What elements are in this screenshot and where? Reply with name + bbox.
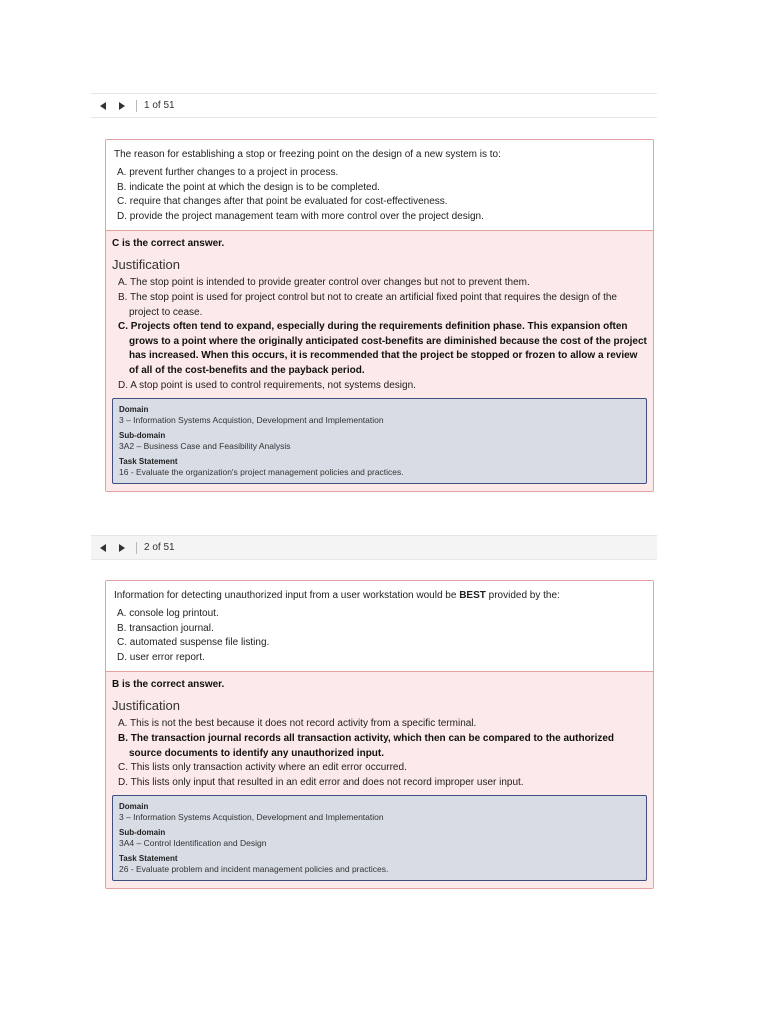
question-nav-1 xyxy=(91,93,657,118)
domain-value: 3 – Information Systems Acquistion, Development and Implementation xyxy=(119,812,384,823)
previous-question-button[interactable] xyxy=(94,536,112,559)
subdomain-label: Sub-domain xyxy=(119,431,166,441)
question-card-2 xyxy=(105,580,654,889)
correct-answer: B is the correct answer. xyxy=(112,679,225,691)
previous-question-button[interactable] xyxy=(94,94,112,117)
answer-panel xyxy=(106,671,653,888)
subdomain-value: 3A4 – Control Identification and Design xyxy=(119,838,267,849)
classification-box xyxy=(112,795,647,881)
task-statement-value: 26 - Evaluate problem and incident management policies and practices. xyxy=(119,864,389,875)
question-nav-2 xyxy=(91,535,657,560)
stem-text-end: provided by the: xyxy=(485,590,560,601)
correct-answer: C is the correct answer. xyxy=(112,238,225,250)
justification-b: B. The stop point is used for project control but not to create an artificial fixed point that requires the design of the project to cease. xyxy=(118,291,617,318)
nav-divider xyxy=(136,100,137,112)
question-body xyxy=(106,140,653,230)
question-body xyxy=(106,581,653,671)
subdomain-value: 3A2 – Business Case and Feasibility Analysis xyxy=(119,441,291,452)
justification-heading: Justification xyxy=(112,698,180,714)
justification-a: A. This is not the best because it does not record activity from a specific terminal. xyxy=(118,718,477,730)
question-stem xyxy=(114,589,645,602)
triangle-right-icon xyxy=(118,102,125,110)
classification-box xyxy=(112,398,647,484)
option-d: D. provide the project management team with more control over the project design. xyxy=(117,210,484,222)
question-counter: 2 of 51 xyxy=(144,542,175,553)
next-question-button[interactable] xyxy=(112,536,130,559)
option-c: C. automated suspense file listing. xyxy=(117,637,270,649)
domain-label: Domain xyxy=(119,405,149,415)
option-c: C. require that changes after that point be evaluated for cost-effectiveness. xyxy=(117,196,448,208)
task-statement-label: Task Statement xyxy=(119,854,178,864)
stem-emphasis: BEST xyxy=(459,590,486,601)
option-a: A. prevent further changes to a project in process. xyxy=(117,167,339,178)
next-question-button[interactable] xyxy=(112,94,130,117)
question-stem: The reason for establishing a stop or freezing point on the design of a new system is to: xyxy=(114,149,501,160)
option-d: D. user error report. xyxy=(117,651,205,663)
justification-c: C. This lists only transaction activity where an edit error occurred. xyxy=(118,762,407,774)
justification-c: C. Projects often tend to expand, especially during the requirements definition phase. This expansion often grows to a point where the originally anticipated cost-benefits are diminished because the cost of the project has increased. When this occurs, it is recommended that the project be stopped or frozen to allow a review of all of the cost-benefits and the payback period. xyxy=(118,321,647,376)
subdomain-label: Sub-domain xyxy=(119,828,166,838)
task-statement-label: Task Statement xyxy=(119,457,178,467)
option-b: B. transaction journal. xyxy=(117,622,214,634)
justification-heading: Justification xyxy=(112,257,180,273)
option-b: B. indicate the point at which the design is to be completed. xyxy=(117,181,380,193)
justification-b: B. The transaction journal records all transaction activity, which then can be compared to the authorized source documents to identify any unauthorized input. xyxy=(118,732,615,759)
justification-a: A. The stop point is intended to provide greater control over changes but not to prevent them. xyxy=(118,277,530,289)
question-counter: 1 of 51 xyxy=(144,100,175,111)
triangle-left-icon xyxy=(100,544,107,552)
stem-text-start: Information for detecting unauthorized input from a user workstation would be xyxy=(114,590,460,601)
justification-d: D. This lists only input that resulted in an edit error and does not record improper user input. xyxy=(118,776,524,788)
task-statement-value: 16 - Evaluate the organization's project management policies and practices. xyxy=(119,467,404,478)
option-a: A. console log printout. xyxy=(117,608,219,619)
question-card-1 xyxy=(105,139,654,492)
justification-d: D. A stop point is used to control requirements, not systems design. xyxy=(118,379,416,391)
domain-label: Domain xyxy=(119,802,149,812)
triangle-right-icon xyxy=(118,544,125,552)
triangle-left-icon xyxy=(100,102,107,110)
nav-divider xyxy=(136,542,137,554)
answer-panel xyxy=(106,230,653,491)
domain-value: 3 – Information Systems Acquistion, Development and Implementation xyxy=(119,415,384,426)
